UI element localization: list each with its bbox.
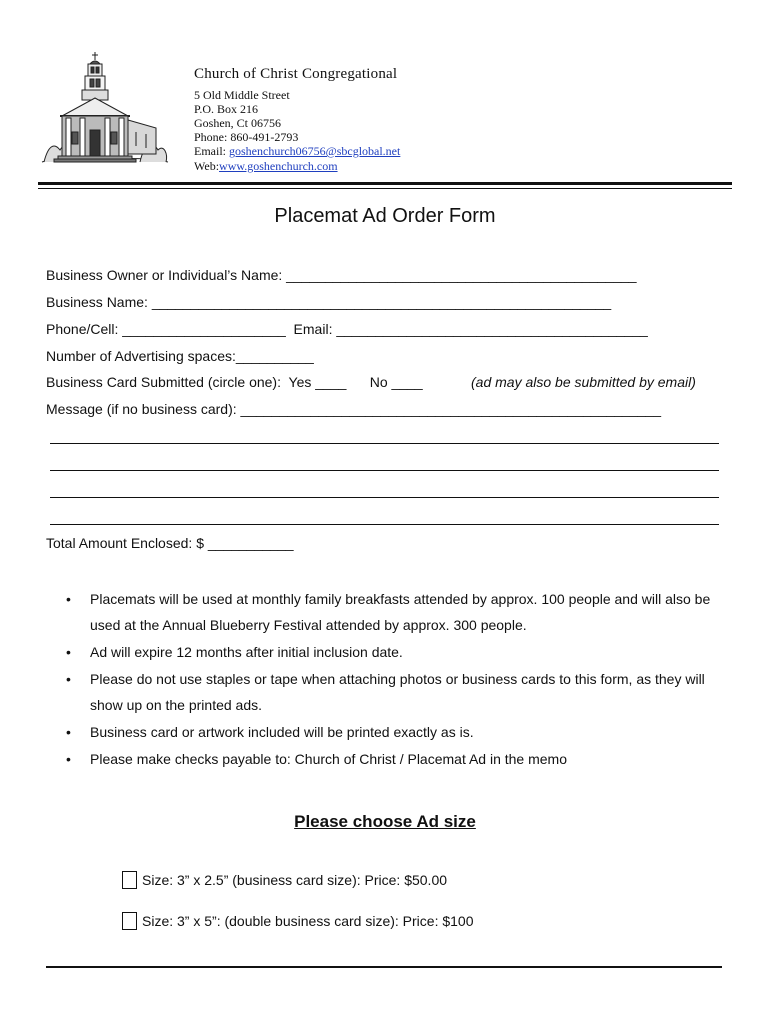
email-submission-note: (ad may also be submitted by email) bbox=[471, 374, 696, 390]
bullet-icon: • bbox=[66, 724, 71, 740]
church-illustration bbox=[40, 50, 170, 172]
email-label: Email: bbox=[194, 144, 229, 158]
list-item bbox=[62, 586, 722, 638]
footer-divider bbox=[46, 966, 722, 968]
checkbox-icon[interactable] bbox=[122, 912, 137, 930]
total-amount-field[interactable]: Total Amount Enclosed: $ ___________ bbox=[46, 535, 294, 551]
list-item bbox=[62, 746, 722, 772]
ad-size-option-label: Size: 3” x 2.5” (business card size): Price: $50.00 bbox=[142, 872, 448, 888]
ad-size-option-large[interactable] bbox=[122, 912, 474, 930]
bullet-icon: • bbox=[66, 591, 71, 607]
web-line bbox=[194, 159, 338, 173]
bullet-text: Placemats will be used at monthly family breakfasts attended by approx. 100 people and will also be used at the Annual Blueberry Festival attended by approx. 300 people. bbox=[90, 591, 711, 633]
web-link[interactable]: www.goshenchurch.com bbox=[219, 159, 338, 173]
message-blank-line[interactable] bbox=[50, 470, 719, 471]
business-card-submitted-field[interactable]: Business Card Submitted (circle one): Yes ____ No ____ bbox=[46, 374, 423, 390]
message-blank-line[interactable] bbox=[50, 443, 719, 444]
phone-email-field[interactable]: Phone/Cell: _____________________ Email: ________________________________________ bbox=[46, 321, 648, 337]
list-item bbox=[62, 639, 722, 665]
bullet-icon: • bbox=[66, 671, 71, 687]
owner-name-field[interactable]: Business Owner or Individual’s Name: _____________________________________________ bbox=[46, 267, 637, 283]
form-title: Placemat Ad Order Form bbox=[274, 205, 496, 227]
email-link[interactable]: goshenchurch06756@sbcglobal.net bbox=[229, 144, 401, 158]
message-blank-line[interactable] bbox=[50, 497, 719, 498]
bullet-text: Please do not use staples or tape when attaching photos or business cards to this form, as they will show up on the printed ads. bbox=[90, 671, 705, 713]
email-line bbox=[194, 144, 400, 158]
advertising-spaces-field[interactable]: Number of Advertising spaces:__________ bbox=[46, 348, 314, 364]
address-line-2: P.O. Box 216 bbox=[194, 102, 259, 116]
header-divider-thin bbox=[38, 188, 732, 189]
info-bullet-list bbox=[62, 586, 722, 773]
business-name-field[interactable]: Business Name: ___________________________________________________________ bbox=[46, 294, 612, 310]
header-divider-thick bbox=[38, 182, 732, 185]
bullet-text: Please make checks payable to: Church of Christ / Placemat Ad in the memo bbox=[90, 751, 568, 767]
bullet-icon: • bbox=[66, 644, 71, 660]
checkbox-icon[interactable] bbox=[122, 871, 137, 889]
message-blank-line[interactable] bbox=[50, 524, 719, 525]
list-item bbox=[62, 719, 722, 745]
bullet-text: Business card or artwork included will be printed exactly as is. bbox=[90, 724, 474, 740]
phone-line: Phone: 860-491-2793 bbox=[194, 130, 299, 144]
ad-size-option-small[interactable] bbox=[122, 871, 447, 889]
address-line-3: Goshen, Ct 06756 bbox=[194, 116, 281, 130]
address-line-1: 5 Old Middle Street bbox=[194, 88, 290, 102]
church-name: Church of Christ Congregational bbox=[194, 66, 398, 82]
message-field[interactable]: Message (if no business card): ______________________________________________________ bbox=[46, 401, 661, 417]
bullet-text: Ad will expire 12 months after initial inclusion date. bbox=[90, 644, 403, 660]
web-label: Web: bbox=[194, 159, 220, 173]
ad-size-heading: Please choose Ad size bbox=[294, 812, 476, 831]
bullet-icon: • bbox=[66, 751, 71, 767]
ad-size-option-label: Size: 3” x 5”: (double business card size): Price: $100 bbox=[142, 913, 474, 929]
list-item bbox=[62, 666, 722, 718]
